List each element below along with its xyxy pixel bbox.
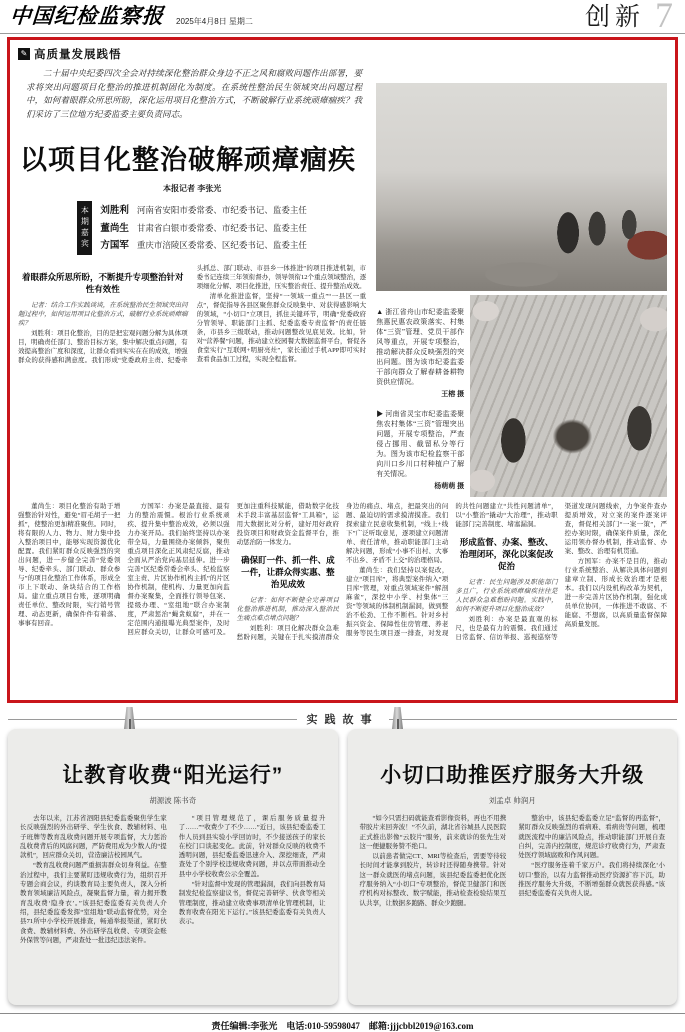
stories-section-label: 实践故事 bbox=[306, 714, 379, 726]
guest-row bbox=[100, 202, 307, 219]
story-card-medical bbox=[348, 729, 678, 1005]
column-tag-row bbox=[18, 46, 366, 62]
story-paragraph: “针对监督中发现的管理漏洞，我们向县教育局制发纪检监察建议书，督促完善研学、伙食等相关管理制度，推动建立收费事项清单化管理机制，让教育收费在阳光下运行。”该县纪委监委有关负责人表示。 bbox=[178, 881, 326, 926]
section-title: 创新 bbox=[584, 4, 645, 31]
stories-divider bbox=[0, 711, 685, 727]
page-footer bbox=[0, 1013, 685, 1032]
story-title: 让教育收费“阳光运行” bbox=[62, 764, 284, 787]
greenhouse-photo bbox=[470, 295, 667, 497]
photo-caption: ▲ 浙江省舟山市纪委监委聚焦惠民惠农政策落实、村集体“三资”管理、党员干部作风等重点，开展专项整治，推动解决群众反映强烈的突出问题。图为该市纪委监委干部向群众了解春耕备耕物资供应情况。 bbox=[376, 308, 465, 386]
story-paragraph: “项目管理规范了，课后服务质量提升了……”“收费少了不少……”近日，该县纪委监委工作人员到县实验小学回访时，不少接送孩子的家长在校门口谈起变化。此前，针对群众反映的收费不透明问题，县纪委监委迅速介入、深挖细查，严肃查处了个别学校违规收费问题，并以点带面推动全县中小学校收费公示全覆盖。 bbox=[178, 815, 326, 878]
photo-credit: 杨萌萌 摄 bbox=[434, 483, 465, 490]
feature-article-box bbox=[7, 37, 678, 703]
interview-paragraph: 清单化推进监督，坚持“一领域一重点”“一县区一重点”，督促指导各县区聚焦群众反映集中、对获得感影响大的领域，“小切口”立项目，抓住关键环节，明确“党委政府分管领导、职能部门主抓、纪委监委专责监督”的责任链条，市县乡三级联动，推动问题整改见底见效。比如，针对“营养餐”问题，推动建立校园餐大数据监督平台，督促各食堂实行“互联网+明厨亮灶”，家长通过手机APP即可实时查看食品加工过程，实现全程监督。 bbox=[196, 293, 367, 363]
page-date: 2025年4月8日 星期二 bbox=[176, 17, 253, 26]
interview-paragraph: 刘胜利：项目化整治，目的是把宏观问题分解为具体项目，明确责任部门、整治目标方案，集中解决重点问题，有效提高整治广度和深度，让群众看到实实在在的成效，增强群众的获得感和满意度。我们形成“党委政府主责、纪委牵头抓总、部门联动、市县乡一体推进”的项目推进机制，市委书记连续三年领衔督办，领导领衔12个重点领域整治，逐项细化分解、项目化推进，压实整治责任、提升整治成效。 bbox=[18, 265, 367, 364]
interview-body-bottom bbox=[18, 502, 667, 692]
guest-name: 方国军 bbox=[100, 240, 129, 251]
interview-paragraph: 董尚生：我们坚持以案促改，建立“项目库”，将典型案件纳入“项目库”管理，对重点领域案件“解剖麻雀”，深挖中小学、村集体“三资”等领域的体制机制漏洞，做到整治不松劲、工作不断档。针对乡村振兴资金、保障性住房管理、养老服务等民生项目逐一排查，对发现的共性问题建立“共性问题清单”，以“小整治”撬动“大治理”，推动职能部门完善制度、堵塞漏洞。 bbox=[345, 503, 558, 637]
story-paragraph: 去年以来，江苏省泗阳县纪委监委聚焦学生家长反映强烈的外出研学、学生伙食、教辅材料、电子班牌等教育乱收费问题开展专项监督，大力惩治乱收费背后的风腐问题，严防费用成为少数人的“提款机”，回应群众关切，营造廉洁校园风气。 bbox=[20, 815, 167, 860]
page-number: 7 bbox=[655, 0, 673, 36]
clothespin-icon bbox=[392, 707, 403, 729]
guest-name: 董尚生 bbox=[100, 222, 129, 234]
feature-headline: 以项目化整治破解顽瘴痼疾 bbox=[20, 145, 356, 175]
guest-row bbox=[100, 237, 307, 254]
story-paragraph: 整治中，该县纪委监委立足“监督的再监督”，紧盯群众反映强烈的看病难、看病贵等问题，梳理就医流程中的廉洁风险点，推动职能部门开展自查自纠，完善内控制度，规范诊疗收费行为，严肃查处医疗领域腐败和作风问题。 bbox=[518, 815, 665, 860]
column-tag: 高质量发展践悟 bbox=[34, 49, 122, 61]
guests-panel bbox=[77, 201, 307, 255]
interview-subhead: 着眼群众所思所盼，不断提升专项整治针对性有效性 bbox=[22, 272, 184, 294]
feature-byline: 本报记者 李张光 bbox=[162, 184, 222, 193]
footer-editor-info: 责任编辑:李张光 电话:010-59598047 邮箱:jjjcbbl2019@163.com bbox=[211, 1021, 474, 1031]
photo-caption: ▶ 河南省灵宝市纪委监委聚焦农村集体“三资”管理突出问题，开展专项整治，严查侵占挪用、截留私分等行为。图为该市纪检监察干部向川口乡川口村种植户了解有关情况。 bbox=[376, 410, 465, 478]
story-paragraph: “医疗服务连着千家万户。我们将持续深化‘小切口’整治，以有力监督推动医疗资源扩容下沉，助推医疗服务大升级，不断增强群众就医获得感。”该县纪委监委有关负责人说。 bbox=[518, 862, 665, 898]
page-header bbox=[0, 0, 685, 34]
interview-paragraph: 记者：如何不断健全完善项目化整治推进机制，推动深入整治民生痛点难点堵点问题？ bbox=[236, 597, 339, 622]
interview-paragraph: 刘胜利：项目化解决群众急难愁盼问题，关键在于扎实摸清群众身边的痛点、堵点，把最突出的问题、最迫切的需求摸清摸准。我们探索建立民意收集机制，“线上+线下”广泛听取意见，逐项建立问题清单、责任清单，推动职能部门主动解决问题，形成“小事不出村、大事不出乡、矛盾不上交”的治理格局。 bbox=[236, 503, 449, 641]
story-byline: 胡源波 陈书奇 bbox=[149, 796, 197, 805]
story-title: 小切口助推医疗服务大升级 bbox=[380, 764, 645, 787]
photo-credit: 王榕 摄 bbox=[441, 391, 465, 398]
interview-paragraph: 方国军：办案是最直接、最有力的整治震慑。根治行业系统顽疾、提升集中整治成效，必须以强力办案开局。我们始终坚持以办案带全局，力量围绕办案倾斜，聚焦重点项目深化正风肃纪反腐，推动全面从严治党向基层延伸。进一步完善“区纪委常委会牵头、纪检监察室主责、片区协作机构主抓”的片区协作机制，使机构、力量更加向监督办案聚集，全面推行领导包案、提级办理、“室组地”联合办案制度，严肃惩治“蝇贪蚁腐”，并在一定范围内通报曝光典型案件，及时回应群众关切，让群众可感可及。更加注重科技赋能，借助数字化技术手段丰富基层监督“工具箱”，运用大数据比对分析，建好用好政府投资项目和财政资金监督平台，推动惩治防一体发力。 bbox=[127, 503, 339, 636]
interview-paragraph: 方国军：办案不是目的，推动行业系统整治、从解决具体问题到建章立制、形成长效治理才是根本。我们以内设机构改革为契机，进一步完善片区协作机制，强化成员单位协同，一体推进不敢腐、不能腐、不想腐，以高质量监督保障高质量发展。 bbox=[564, 558, 667, 628]
field-inspection-photo bbox=[376, 83, 667, 291]
interview-body-top bbox=[18, 264, 366, 497]
photo-caption-block bbox=[376, 409, 464, 491]
clothespin-icon bbox=[124, 707, 135, 729]
photo-caption-block bbox=[376, 307, 464, 399]
guest-name: 刘胜利 bbox=[100, 205, 129, 216]
interview-paragraph: 董尚生：项目化整治有助于增强整治针对性，避免“眉毛胡子一把抓”，使整治更加精准聚焦。同时，将有限的人力、物力、财力集中投入整治项目中，能够实现资源优化配置。我们紧盯群众反映强烈的突出问题，进一步健全完善“党委领导、纪委牵头、部门联动、群众参与”的项目化整治工作体系，形成全市上下联动、条块结合的工作格局。建立重点项目台账，逐项明确责任单位、整改时限，实行销号管理、动态更新，确保件件有着落、事事有回音。 bbox=[18, 503, 121, 627]
interview-paragraph: 记者：结合工作实践谈谈，在系统整治民生领域突出问题过程中，如何运用项目化整治方式，破解行业系统顽瘴痼疾？ bbox=[18, 302, 188, 327]
interview-paragraph: 刘胜利：办案是最直观的标尺，也是最有力的震慑。我们通过日常监督、信访举报、巡视巡察等渠道发现问题线索，力争案件查办提质增效，对立案的案件逐案评查，督促相关部门“一案一策”，严控办案时限，确保案件质量，深化运用领办督办机制，推动监督、办案、整改、治理有机贯通。 bbox=[455, 503, 667, 641]
story-byline: 刘孟卓 帅润月 bbox=[488, 796, 536, 805]
interview-paragraph: 记者：民生问题涉及职能部门多且广，行业系统顽瘴痼疾往往是人民群众急难愁盼问题。实践中，如何不断提升项目化整治成效？ bbox=[455, 579, 558, 613]
pen-icon: ✎ bbox=[18, 48, 30, 60]
guest-title: 甘肃省白银市委常委、市纪委书记、监委主任 bbox=[136, 222, 307, 233]
guest-title: 河南省安阳市委常委、市纪委书记、监委主任 bbox=[136, 205, 307, 215]
story-paragraph: “教育乱收费问题严重损害群众切身利益。在整治过程中，我们主要紧盯违规收费行为，组织召开专题会商会议，约谈教育局主要负责人，深入分析教育领域廉洁风险点，凝聚监督力量，着力揭开教育乱收费‘隐身衣’。”该县纪委监委有关负责人介绍，县纪委监委发挥“室组地”联动监督优势，对全县71所中小学校开展排查，畅通举报渠道，紧盯伙食费、教辅材料费、外出研学乱收费、专项资金账外保管等问题，严肃查处一批违纪违法案件。 bbox=[20, 862, 167, 944]
story-paragraph: “如今只需扫码就能查看影像资料，再也不用携带胶片来回奔波！”不久前，湖北省谷城县人民医院正式推出影像“云胶片”服务，前来就诊的张先生对这一便捷服务赞不绝口。 bbox=[359, 815, 507, 850]
story-body bbox=[20, 814, 326, 1002]
divider-line bbox=[389, 719, 678, 720]
divider-line bbox=[8, 719, 297, 720]
guests-label: 本期嘉宾 bbox=[77, 201, 92, 255]
story-body bbox=[360, 814, 666, 1002]
story-paragraph: 以前患者做完CT、MRI等检查后，需要等待较长时间才能拿到胶片，转诊时还得随身携带。针对这一群众就医的堵点问题，该县纪委监委把优化医疗服务纳入“小切口”专项整治，督促卫健部门和医疗机构对标整改、数字赋能，推动检查检验结果互认共享，让数据多跑路、群众少跑腿。 bbox=[359, 853, 507, 907]
guest-title: 重庆市涪陵区委常委、区纪委书记、监委主任 bbox=[136, 240, 307, 250]
masthead-logo: 中国纪检监察报 bbox=[9, 3, 165, 28]
feature-intro: 二十届中央纪委四次全会对持续深化整治群众身边不正之风和腐败问题作出部署，要求将突出问题项目化整治的推进机制固化为制度。在系统性整治民生领域突出问题过程中，如何着眼群众所思所盼，深化运用项目化整治方式，不断破解行业系统顽瘴痼疾？我们采访了三位地方纪委监委主要负责同志。 bbox=[26, 69, 363, 120]
guest-row bbox=[100, 220, 307, 237]
story-card-education bbox=[8, 729, 338, 1005]
interview-subhead: 形成监督、办案、整改、治理闭环，深化以案促改促治 bbox=[459, 537, 554, 571]
interview-subhead: 确保盯一件、抓一件、成一件，让群众得实惠、整治见成效 bbox=[241, 555, 335, 589]
